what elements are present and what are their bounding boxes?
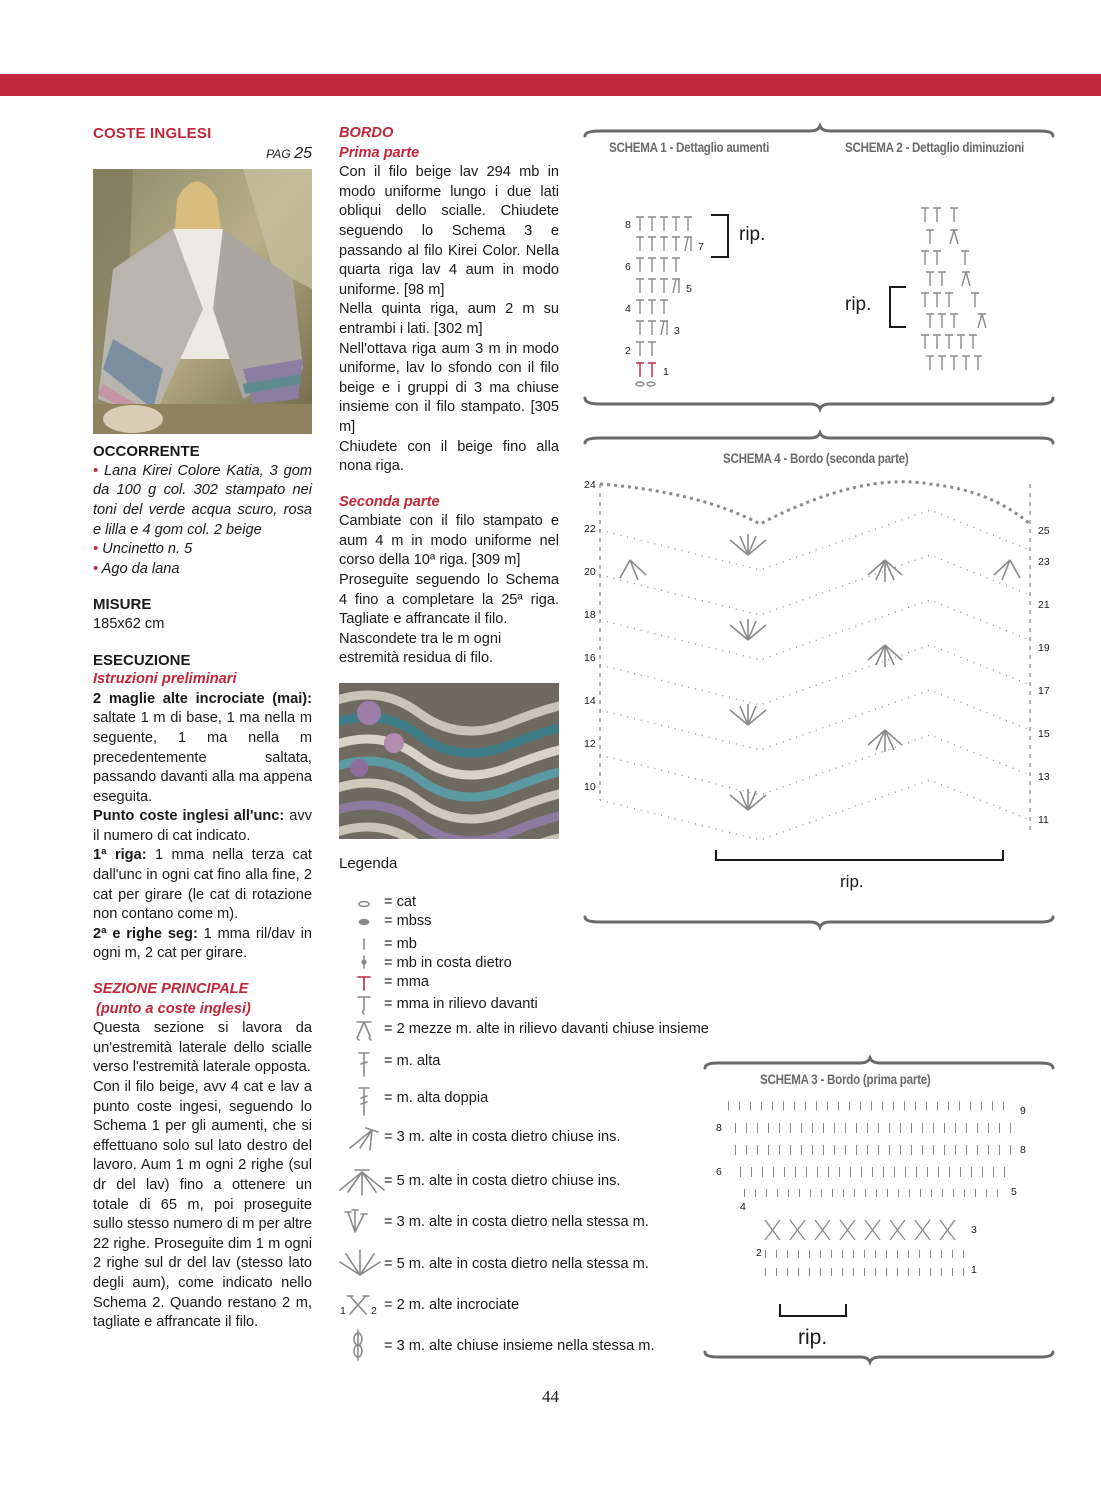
legend-item: = 5 m. alte in costa dietro chiuse ins.: [384, 1173, 621, 1189]
legend-item: = mma in rilievo davanti: [384, 996, 538, 1012]
row-number: 22: [584, 523, 596, 535]
dc3-same-stitch-icon: [345, 1210, 367, 1232]
row-number: 2: [625, 345, 631, 357]
dc5tog-back-loop-icon: [340, 1170, 384, 1195]
crossed-dc-icon: [347, 1296, 369, 1314]
row-number: 24: [584, 479, 596, 491]
bordo-paragraph: Nella quinta riga, aum 2 m su entrambi i lati. [302 m]: [339, 301, 559, 337]
row-number: 4: [740, 1201, 746, 1213]
legend-item: = mb in costa dietro: [384, 955, 512, 971]
instruction-paragraph: Punto coste inglesi all'unc: avv il numero di cat indicato.: [93, 808, 312, 844]
schema1-grid: [636, 215, 728, 386]
schema1-title: SCHEMA 1 - Dettaglio aumenti: [609, 140, 770, 155]
row-number: 4: [625, 303, 631, 315]
row-number: 13: [1038, 771, 1050, 783]
row-number: 10: [584, 781, 596, 793]
instruction-paragraph: 2 maglie alte incrociate (mai): saltate 1 m di base, 1 ma nella m seguente, 1 ma nella m precedentemente saltata, passando davanti alla ma appena eseguita.: [93, 690, 312, 805]
bordo-paragraph: Chiudete con il beige fino alla nona riga.: [339, 438, 559, 475]
esecuzione-heading: ESECUZIONE: [93, 651, 191, 669]
treble-crochet-icon: [359, 1088, 369, 1115]
row-number: 6: [716, 1166, 722, 1178]
rip-label: rip.: [845, 294, 872, 315]
rip-label: rip.: [840, 872, 864, 891]
schema4-title: SCHEMA 4 - Bordo (seconda parte): [723, 451, 909, 466]
misure-value: 185x62 cm: [93, 615, 165, 632]
dc3tog-back-loop-icon: [350, 1128, 378, 1150]
bordo-paragraph: Nell'ottava riga aum 3 m in modo uniforme, lav lo sfondo con il filo beige e i gruppi di 3 ma chiuse insieme con il filo stampato. [305 m]: [339, 340, 559, 435]
row-number: 23: [1038, 556, 1050, 568]
single-crochet-back-loop-icon: [362, 956, 366, 968]
material-item: • Ago da lana: [93, 560, 180, 577]
legend-item: = cat: [384, 894, 417, 910]
row-number: 3: [971, 1224, 977, 1236]
page-reference: PAG 25: [266, 144, 312, 162]
row-number: 12: [584, 738, 596, 750]
row-number: 14: [584, 695, 596, 707]
row-number: 5: [686, 283, 692, 295]
schema2-grid: [890, 208, 986, 370]
row-number: 25: [1038, 525, 1050, 537]
cluster-3dc-icon: [354, 1330, 362, 1360]
legend-item: = 2 mezze m. alte in rilievo davanti chiuse insieme: [384, 1021, 709, 1037]
istruzioni-subheading: Istruzioni preliminari: [93, 671, 237, 688]
row-number: 5: [1011, 1186, 1017, 1198]
page-number: 44: [542, 1387, 559, 1406]
row-number: 8: [625, 219, 631, 231]
row-number: 15: [1038, 728, 1050, 740]
misure-heading: MISURE: [93, 596, 152, 614]
instruction-paragraph: 1ª riga: 1 mma nella terza cat dall'unc in ogni cat fino alla fine, 2 cat per girare (le cat di rotazione non contano come m).: [93, 847, 312, 923]
schema4-grid: [600, 482, 1030, 860]
double-crochet-icon: [359, 1053, 369, 1076]
row-number: 7: [698, 241, 704, 253]
row-number: 1: [971, 1264, 977, 1276]
row-number: 11: [1038, 814, 1049, 826]
row-number: 16: [584, 652, 596, 664]
schema3-grid: [728, 1106, 1012, 1316]
legend-item: = m. alta doppia: [384, 1090, 489, 1106]
row-number: 19: [1038, 642, 1050, 654]
legend-item: = m. alta: [384, 1053, 441, 1069]
legend-item: = 5 m. alte in costa dietro nella stessa m.: [384, 1256, 649, 1272]
sezione-subheading: (punto a coste inglesi): [96, 1000, 251, 1017]
legend-item: = mma: [384, 974, 430, 990]
row-number: 21: [1038, 599, 1050, 611]
seconda-parte-heading: Seconda parte: [339, 493, 440, 510]
legend-item: = 3 m. alte chiuse insieme nella stessa m.: [384, 1338, 655, 1354]
chain-icon: [359, 902, 369, 907]
bordo-paragraph: Cambiate con il filo stampato e aum 4 m in modo uniforme nel corso della 10ª riga. [309 m]: [339, 513, 559, 569]
row-number: 3: [674, 325, 680, 337]
legend-item: = 3 m. alte in costa dietro nella stessa m.: [384, 1214, 649, 1230]
row-number: 9: [1020, 1105, 1026, 1117]
sezione-paragraph: Questa sezione si lavora da un'estremità laterale dello scialle verso l'estremità laterale opposta.: [93, 1020, 312, 1076]
row-number: 20: [584, 566, 596, 578]
row-number: 8: [716, 1122, 722, 1134]
occorrente-heading: OCCORRENTE: [93, 443, 200, 461]
bordo-paragraph: Proseguite seguendo lo Schema 4 fino a completare la 25ª riga. Tagliate e affrancate il filo.: [339, 572, 559, 628]
bordo-heading: BORDO: [339, 125, 394, 141]
material-item: • Lana Kirei Colore Katia, 3 gom da 100 g col. 302 stampato nei toni del verde acqua scuro, rosa e lilla e 4 gom col. 2 beige: [93, 462, 312, 538]
row-number: 6: [625, 261, 631, 273]
row-number: 2: [756, 1247, 762, 1259]
material-item: • Uncinetto n. 5: [93, 541, 193, 558]
sezione-heading: SEZIONE PRINCIPALE: [93, 981, 249, 998]
crossed-number: 2: [371, 1305, 377, 1317]
row-number: 17: [1038, 685, 1050, 697]
schema2-title: SCHEMA 2 - Dettaglio diminuzioni: [845, 140, 1025, 155]
dc5-same-stitch-icon: [340, 1250, 380, 1275]
slip-stitch-icon: [360, 920, 369, 925]
rip-label: rip.: [798, 1326, 828, 1349]
hdc2tog-front-post-icon: [357, 1022, 371, 1040]
schema3-title: SCHEMA 3 - Bordo (prima parte): [760, 1072, 931, 1087]
legend-item: = 3 m. alte in costa dietro chiuse ins.: [384, 1129, 621, 1145]
crossed-number: 1: [340, 1305, 346, 1317]
half-double-front-post-icon: [358, 997, 370, 1014]
row-number: 1: [663, 366, 669, 378]
bordo-paragraph: Con il filo beige lav 294 mb in modo uniforme lungo i due lati obliqui dello scialle. Chiudete seguendo lo Schema 3 e passando al filo Kirei Color. Nella quarta riga lav 4 aum in modo uniforme. [98 m]: [339, 164, 559, 298]
prima-parte-heading: Prima parte: [339, 144, 420, 161]
legend-item: = 2 m. alte incrociate: [384, 1297, 520, 1313]
legend-heading: Legenda: [339, 855, 398, 872]
rip-label: rip.: [739, 224, 766, 245]
bordo-paragraph: Nascondete tra le m ogni estremità residua di filo.: [339, 630, 502, 667]
legend-item: = mbss: [384, 913, 432, 929]
row-number: 18: [584, 609, 596, 621]
row-number: 8: [1020, 1144, 1026, 1156]
page-title: COSTE INGLESI: [93, 125, 212, 142]
legend-item: = mb: [384, 936, 417, 952]
sezione-paragraph: Con il filo beige, avv 4 cat e lav a punto coste ingesi, seguendo lo Schema 1 per gli aumenti, che si effettuano solo sul lato destro del lavoro. Aum 1 m ogni 2 righe (sul dr del lav) fino a ottenere un totale di 65 m, poi proseguite sullo stesso numero di m per altre 22 righe. Proseguite dim 1 m ogni 2 righe sul dr del lav (stesso lato degli aum), come indicato nello Schema 2. Quando restano 2 m, tagliate e affrancate il filo.: [93, 1079, 312, 1331]
instruction-paragraph: 2ª e righe seg: 1 mma ril/dav in ogni m, 2 cat per girare.: [93, 925, 312, 962]
half-double-red-icon: [358, 977, 370, 990]
